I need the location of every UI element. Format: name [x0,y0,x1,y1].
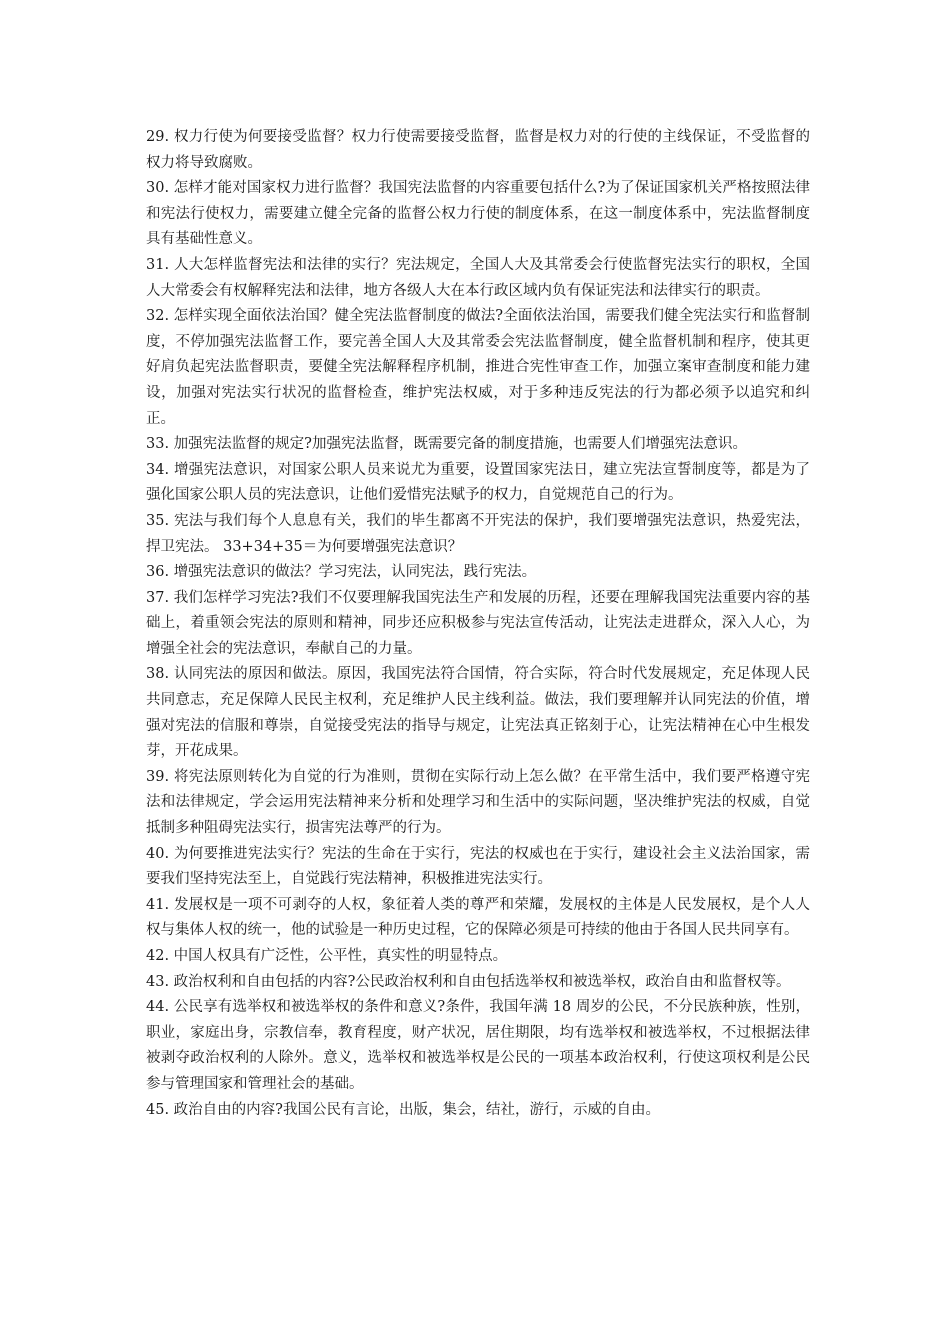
item-34: 34. 增强宪法意识，对国家公职人员来说尤为重要，设置国家宪法日，建立宪法宣誓制度等，都是为了强化国家公职人员的宪法意识，让他们爱惜宪法赋予的权力，自觉规范自己的行为。 [146,461,810,504]
item-42: 42. 中国人权具有广泛性，公平性，真实性的明显特点。 [146,948,508,964]
document-body [146,125,810,1123]
item-43: 43. 政治权利和自由包括的内容?公民政治权利和自由包括选举权和被选举权，政治自由和监督权等。 [146,973,791,990]
item-35: 35. 宪法与我们每个人息息有关，我们的毕生都离不开宪法的保护，我们要增强宪法意识，热爱宪法，捍卫宪法。 33+34+35＝为何要增强宪法意识？ [146,512,810,555]
item-45: 45. 政治自由的内容?我国公民有言论，出版，集会，结社，游行，示威的自由。 [146,1101,660,1118]
item-32: 32. 怎样实现全面依法治国？健全宪法监督制度的做法?全面依法治国，需要我们健全宪法实行和监督制度，不停加强宪法监督工作，要完善全国人大及其常委会宪法监督制度，健全监督机制和程序，使其更好肩负起宪法监督职责，要健全宪法解释程序机制，推进合宪性审查工作，加强立案审查制度和能力建设，加强对宪法实行状况的监督检查，维护宪法权威，对于多种违反宪法的行为都必须予以追究和纠正。 [146,308,810,427]
item-44: 44. 公民享有选举权和被选举权的条件和意义?条件，我国年满 18 周岁的公民，不分民族种族，性别，职业，家庭出身，宗教信奉，教育程度，财产状况，居住期限，均有选举权和被选举权，不过根据法律被剥夺政治权利的人除外。意义，选举权和被选举权是公民的一项基本政治权利，行使这项权利是公民参与管理国家和管理社会的基础。 [146,999,810,1092]
item-38: 38. 认同宪法的原因和做法。原因，我国宪法符合国情，符合实际，符合时代发展规定，充足体现人民共同意志，充足保障人民民主权利，充足维护人民主线利益。做法，我们要理解并认同宪法的价值，增强对宪法的信服和尊崇，自觉接受宪法的指导与规定，让宪法真正铭刻于心，让宪法精神在心中生根发芽，开花成果。 [146,666,810,760]
item-30: 30. 怎样才能对国家权力进行监督？我国宪法监督的内容重要包括什么?为了保证国家机关严格按照法律和宪法行使权力，需要建立健全完备的监督公权力行使的制度体系，在这一制度体系中，宪法监督制度具有基础性意义。 [146,180,810,248]
item-33: 33. 加强宪法监督的规定?加强宪法监督，既需要完备的制度措施，也需要人们增强宪法意识。 [146,436,747,453]
item-40: 40. 为何要推进宪法实行？宪法的生命在于实行，宪法的权威也在于实行，建设社会主义法治国家，需要我们坚持宪法至上，自觉践行宪法精神，积极推进宪法实行。 [146,845,810,888]
item-37: 37. 我们怎样学习宪法?我们不仅要理解我国宪法生产和发展的历程，还要在理解我国宪法重要内容的基础上，着重领会宪法的原则和精神，同步还应积极参与宪法宣传活动，让宪法走进群众，深入人心，为增强全社会的宪法意识，奉献自己的力量。 [146,589,810,657]
item-41: 41. 发展权是一项不可剥夺的人权，象征着人类的尊严和荣耀，发展权的主体是人民发展权，是个人人权与集体人权的统一，他的试验是一种历史过程，它的保障必须是可持续的他由于各国人民共同享有。 [146,896,810,939]
item-36: 36. 增强宪法意识的做法？学习宪法，认同宪法，践行宪法。 [146,564,537,581]
item-29: 29. 权力行使为何要接受监督？权力行使需要接受监督，监督是权力对的行使的主线保证，不受监督的权力将导致腐败。 [146,129,810,171]
item-39: 39. 将宪法原则转化为自觉的行为准则，贯彻在实际行动上怎么做？在平常生活中，我们要严格遵守宪法和法律规定，学会运用宪法精神来分析和处理学习和生活中的实际问题，坚决维护宪法的权威，自觉抵制多种阻碍宪法实行，损害宪法尊严的行为。 [146,768,810,837]
item-31: 31. 人大怎样监督宪法和法律的实行？宪法规定，全国人大及其常委会行使监督宪法实行的职权，全国人大常委会有权解释宪法和法律，地方各级人大在本行政区域内负有保证宪法和法律实行的职责。 [146,256,810,299]
